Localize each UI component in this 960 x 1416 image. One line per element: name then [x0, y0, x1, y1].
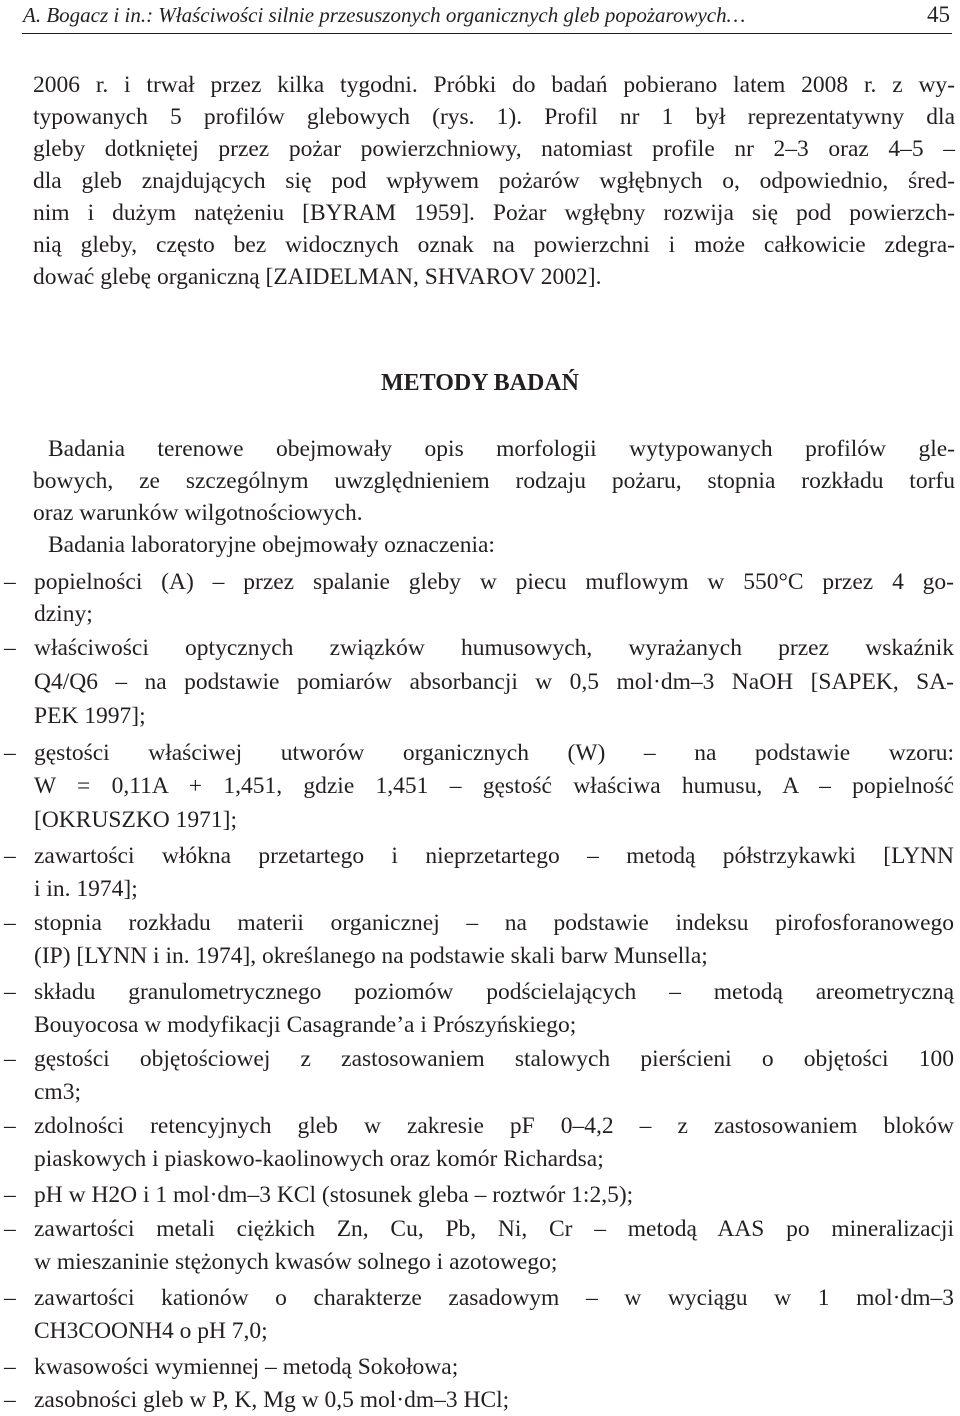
list-item-text: Bouyocosa w modyfikacji Casagrande’a i Prószyńskiego;: [34, 1012, 577, 1038]
list-dash: –: [4, 1182, 16, 1208]
page-number: 45: [927, 2, 950, 27]
header-rule: [22, 33, 952, 34]
list-item-text: zawartości metali ciężkich Zn, Cu, Pb, Ni, Cr – metodą AAS po mineralizacji: [34, 1216, 954, 1242]
list-item-text: stopnia rozkładu materii organicznej – na podstawie indeksu pirofosforanowego: [34, 910, 954, 936]
text-line: gleby dotkniętej przez pożar powierzchniowy, natomiast profile nr 2–3 oraz 4–5 –: [33, 136, 955, 162]
section-title: METODY BADAŃ: [380, 370, 579, 396]
list-item-text: kwasowości wymiennej – metodą Sokołowa;: [34, 1354, 459, 1380]
list-item-text: CH3COONH4 o pH 7,0;: [34, 1318, 268, 1344]
list-item-text: [OKRUSZKO 1971];: [34, 807, 238, 833]
text-line: nią gleby, często bez widocznych oznak na powierzchni i może całkowicie zdegra-: [33, 232, 955, 258]
text-line: dować glebę organiczną [ZAIDELMAN, SHVAROV 2002].: [33, 264, 602, 290]
text-line: typowanych 5 profilów glebowych (rys. 1). Profil nr 1 był reprezentatywny dla: [33, 104, 955, 130]
list-dash: –: [4, 1285, 16, 1311]
list-dash: –: [4, 1354, 16, 1380]
list-dash: –: [4, 979, 16, 1005]
list-item-text: cm3;: [34, 1079, 81, 1105]
list-item-text: W = 0,11A + 1,451, gdzie 1,451 – gęstość właściwa humusu, A – popielność: [34, 773, 954, 799]
running-title: A. Bogacz i in.: Właściwości silnie przesuszonych organicznych gleb popożarowych…: [23, 3, 746, 27]
list-dash: –: [4, 1387, 16, 1413]
text-line: dla gleb znajdujących się pod wpływem pożarów wgłębnych o, odpowiednio, śred-: [33, 168, 955, 194]
list-dash: –: [4, 740, 16, 766]
list-item-text: zasobności gleb w P, K, Mg w 0,5 mol·dm–3 HCl;: [34, 1387, 510, 1413]
list-item-text: zawartości włókna przetartego i nieprzetartego – metodą półstrzykawki [LYNN: [34, 843, 954, 869]
methods-paragraph: [33, 433, 955, 561]
list-item-text: gęstości objętościowej z zastosowaniem stalowych pierścieni o objętości 100: [34, 1046, 954, 1072]
list-dash: –: [4, 635, 16, 661]
text-line: oraz warunków wilgotnościowych.: [33, 500, 363, 526]
list-dash: –: [4, 843, 16, 869]
list-item-text: dziny;: [34, 601, 93, 627]
text-line: Badania laboratoryjne obejmowały oznaczenia:: [48, 532, 495, 558]
text-line: Badania terenowe obejmowały opis morfologii wytypowanych profilów gle-: [48, 436, 955, 462]
list-item-text: Q4/Q6 – na podstawie pomiarów absorbancji w 0,5 mol·dm–3 NaOH [SAPEK, SA-: [34, 669, 954, 695]
list-item-text: zdolności retencyjnych gleb w zakresie pF 0–4,2 – z zastosowaniem bloków: [34, 1113, 954, 1139]
list-item-text: w mieszaninie stężonych kwasów solnego i azotowego;: [34, 1249, 558, 1275]
list-item-text: i in. 1974];: [34, 876, 138, 902]
list-dash: –: [4, 910, 16, 936]
list-item-text: (IP) [LYNN i in. 1974], określanego na podstawie skali barw Munsella;: [34, 943, 708, 969]
list-item-text: składu granulometrycznego poziomów podścielających – metodą areometryczną: [34, 979, 954, 1005]
list-dash: –: [4, 1046, 16, 1072]
list-item-text: PEK 1997];: [34, 703, 146, 729]
list-item-text: właściwości optycznych związków humusowych, wyrażanych przez wskaźnik: [34, 635, 954, 661]
list-item-text: popielności (A) – przez spalanie gleby w piecu muflowym w 550°C przez 4 go-: [34, 569, 954, 595]
text-line: 2006 r. i trwał przez kilka tygodni. Próbki do badań pobierano latem 2008 r. z wy-: [33, 72, 955, 98]
list-dash: –: [4, 1113, 16, 1139]
list-dash: –: [4, 569, 16, 595]
list-item-text: gęstości właściwej utworów organicznych (W) – na podstawie wzoru:: [34, 740, 954, 766]
list-dash: –: [4, 1216, 16, 1242]
list-item-text: piaskowych i piaskowo-kaolinowych oraz komór Richardsa;: [34, 1146, 604, 1172]
running-header: [0, 0, 960, 30]
text-line: nim i dużym natężeniu [BYRAM 1959]. Pożar wgłębny rozwija się pod powierzch-: [33, 200, 955, 226]
list-item-text: zawartości kationów o charakterze zasadowym – w wyciągu w 1 mol·dm–3: [34, 1285, 954, 1311]
text-line: bowych, ze szczególnym uwzględnieniem rodzaju pożaru, stopnia rozkładu torfu: [33, 468, 955, 494]
list-item-text: pH w H2O i 1 mol·dm–3 KCl (stosunek gleba – roztwór 1:2,5);: [34, 1182, 634, 1208]
intro-paragraph: [33, 69, 955, 293]
